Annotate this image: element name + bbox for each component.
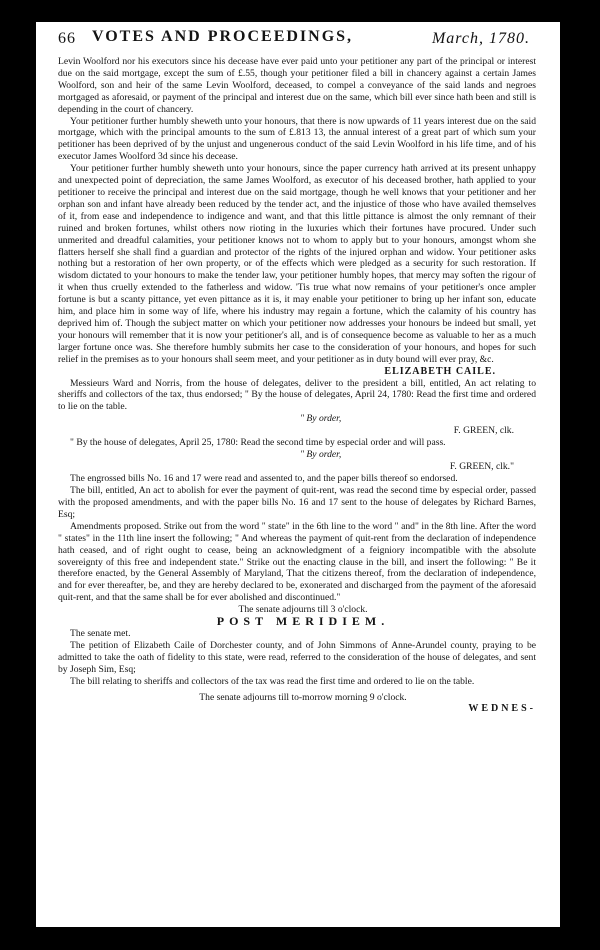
document-body xyxy=(58,56,536,715)
paragraph-second-reading: " By the house of delegates, April 25, 1780: Read the second time by especial order and will pass. xyxy=(70,437,446,449)
running-title: VOTES AND PROCEEDINGS, xyxy=(92,28,354,45)
clerk-signature: F. GREEN, clk." xyxy=(449,461,514,473)
by-order-line: " By order, xyxy=(300,413,342,425)
adjournment: The senate adjourns till to-morrow morning 9 o'clock. xyxy=(199,691,407,703)
senate-met: The senate met. xyxy=(70,627,131,639)
section-heading: POST MERIDIEM. xyxy=(216,614,390,629)
paragraph-petition-oath: The petition of Elizabeth Caile of Dorchester county, and of John Simmons of Anne-Arundel county, praying to be admitted to take the oath of fidelity to this state, were read, referred to the consideration of the house of delegates, and sent by Joseph Sim, Esq; xyxy=(58,639,536,675)
signature: ELIZABETH CAILE. xyxy=(384,365,496,377)
adjournment: The senate adjourns till 3 o'clock. xyxy=(238,604,368,616)
clerk-signature: F. GREEN, clk. xyxy=(453,425,514,437)
paragraph-continued: Levin Woolford nor his executors since his decease have ever paid unto your petitioner any part of the principal or interest due on the said mortgage, except the sum of £.55, though your petitioner filed a bill in chancery against a certain James Woolford, son and heir of the same Levin Woolford, deceased, to compel a conveyance of the said lands and negroes mortgaged as aforesaid, or payment of the principal and interest due on the same, which bill ever since hath been and still is depending in the court of chancery. xyxy=(58,56,536,115)
paragraph-engrossed-bills: The engrossed bills No. 16 and 17 were read and assented to, and the paper bills thereof so endorsed. xyxy=(70,473,458,485)
paragraph-petition: Your petitioner further humbly sheweth unto your honours, since the paper currency hath arrived at its present unhappy and unexpected point of depreciation, the same James Woolford, as executor of his deceased brother, hath applied to your petitioner to receive the principal and interest due on the said mortgage, though he well knows that your petitioner and her orphan son and infant have already been reduced by the tender act, and the injustice of those who have availed themselves of it, from ease and independence to indigence and want, and that this little pittance is almost the only remnant of their ruined and broken fortunes, whilst others now rioting in the luxuries which their fortunes have procured. Under such unmerited and dreadful calamities, your petitioner knows not to whom to apply but to your honours, amongst whom she flatters herself she shall find a guardian and protector of the rights of the injured orphan and widow. Your petitioner asks nothing but a restoration of her own property, or of the effects which were pledged as a security for such restoration. If wisdom dictated to your honours to make the tender law, your petitioner humbly hopes, that mercy may soften the rigour of it when thus cruelly extended to the fatherless and widow. 'Tis true what now remains of your petitioner's once ampler fortune is but a scanty pittance, yet even pittance as it is, it may enable your petitioner to bring up her infant son, educate him, and place him in some way of life, where his industry may regain a fortune, which the calamity of his country has deprived him of. Though the subject matter on which your petitioner now addresses your honours be indeed but small, yet your honours will remember that it is now your petitioner's all, and is of consequence become as valuable to her as a much larger fortune once was. She therefore humbly submits her case to the consideration of your honours, and hopes for such relief in the premises as to your honours shall seem meet, and your petitioner as in duty bound will ever pray, &c. xyxy=(58,163,536,365)
by-order-line: " By order, xyxy=(300,449,342,461)
page-header xyxy=(58,28,536,52)
paragraph-quit-rent-bill: The bill, entitled, An act to abolish for ever the payment of quit-rent, was read the second time by especial order, passed with the proposed amendments, and with the paper bills No. 16 and 17 sent to the house of delegates by Richard Barnes, Esq; xyxy=(58,485,536,520)
paragraph-first-reading: The bill relating to sheriffs and collectors of the tax was read the first time and ordered to lie on the table. xyxy=(70,675,475,687)
page-number: 66 xyxy=(58,30,76,47)
paragraph-bill-delivery: Messieurs Ward and Norris, from the house of delegates, deliver to the president a bill, entitled, An act relating to sheriffs and collectors of the tax, thus endorsed; " By the house of delegates, April 24, 1780: Read the first time and ordered to lie on the table. xyxy=(58,377,536,413)
running-date: March, 1780. xyxy=(431,30,530,47)
catchword: WEDNES- xyxy=(468,703,536,715)
document-page xyxy=(36,22,560,927)
paragraph-amendments: Amendments proposed. Strike out from the word " state" in the 6th line to the word " and" in the 8th line. After the word " states" in the 11th line insert the following; " And whereas the payment of quit-rent from the declaration of independence hath ceased, and of right ought to cease, being an acknowledgment of a feigniory incompatible with the absolute sovereignty of this free and independent state." Strike out the enacting clause in the bill, and insert the following: " Be it therefore enacted, by the General Assembly of Maryland, That the citizens thereof, from the declaration of independence, and for ever thereafter, be, and they are hereby declared to be, exonerated and discharged from the payment of the aforesaid quit-rent, and that the same shall be for ever abolished and discontinued." xyxy=(58,520,536,604)
paragraph-interest: Your petitioner further humbly sheweth unto your honours, that there is now upwards of 11 years interest due on the said mortgage, which with the principal amounts to the sum of £.813 13, the annual interest of a great part of which sum your petitioner has been deprived of by the unjust and ungenerous conduct of the said Levin Woolford in his life time, and of his executor James Woolford 3d since his decease. xyxy=(58,115,536,163)
